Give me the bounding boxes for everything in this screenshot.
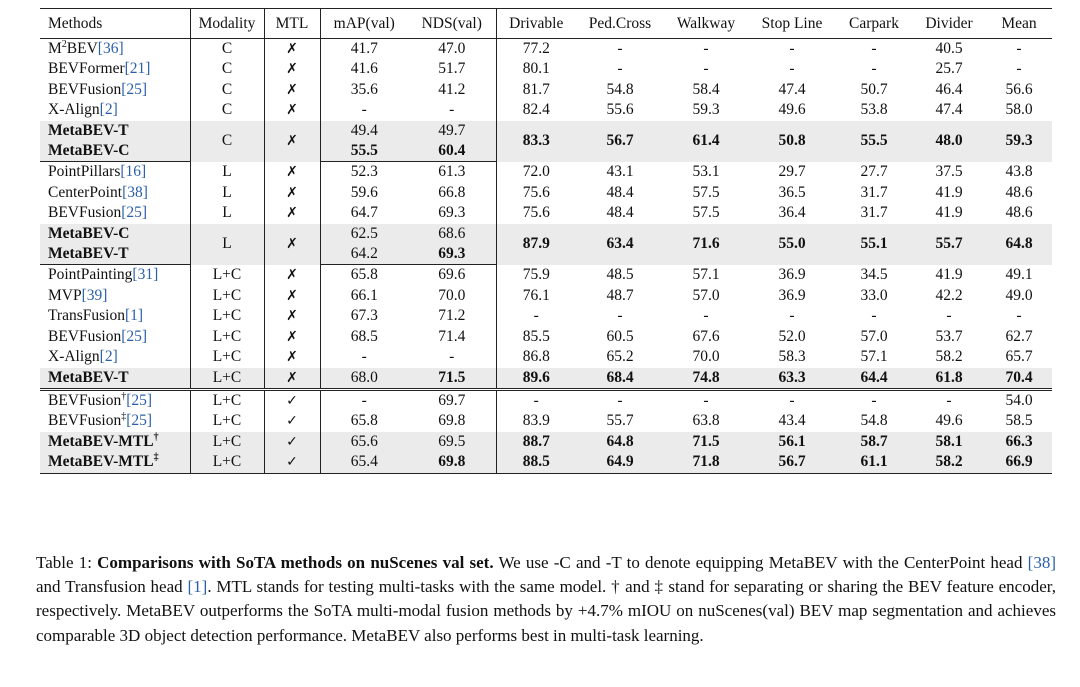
cross-icon: ✗ bbox=[264, 183, 320, 203]
divider-cell: 55.7 bbox=[912, 224, 986, 265]
method-name: X-Align[2] bbox=[40, 347, 190, 367]
method-name: MetaBEV-C bbox=[40, 224, 190, 244]
nds-cell: 41.2 bbox=[408, 80, 496, 100]
table-row bbox=[40, 100, 1052, 120]
nds-cell: 71.5 bbox=[408, 368, 496, 390]
method-name: MVP[39] bbox=[40, 286, 190, 306]
table-row bbox=[40, 80, 1052, 100]
cross-icon: ✗ bbox=[264, 265, 320, 286]
walk-cell: 71.5 bbox=[664, 432, 748, 452]
drivable-cell: 85.5 bbox=[522, 327, 550, 345]
cross-icon: ✗ bbox=[264, 203, 320, 223]
method-name: MetaBEV-T bbox=[40, 244, 190, 265]
method-name: X-Align[2] bbox=[40, 100, 190, 120]
ped-cell: 64.8 bbox=[576, 432, 664, 452]
divider-cell: 46.4 bbox=[935, 80, 963, 98]
map-cell: 65.8 bbox=[350, 412, 378, 430]
divider-cell: - bbox=[946, 307, 952, 325]
stop-cell: - bbox=[789, 307, 795, 325]
map-cell: 41.7 bbox=[350, 40, 378, 57]
stop-cell: 49.6 bbox=[778, 101, 806, 119]
table-row bbox=[40, 432, 1052, 452]
caption-body: We use -C and -T to denote equipping MetaBEV with the CenterPoint head [38] and Transfusion head [1]. MTL stands for testing multi-tasks with the same model. † and ‡ stand for separating or sharing the BEV feature encoder, respectively. MetaBEV outperforms the SoTA multi-modal fusion methods by +4.7% mIOU on nuScenes(val) BEV map segmentation and achieves comparable 3D object detection performance. MetaBEV also performs best in multi-task learning. bbox=[36, 553, 1056, 645]
modality-cell: L+C bbox=[190, 286, 264, 306]
ped-cell: 43.1 bbox=[606, 163, 634, 181]
ped-cell: 48.5 bbox=[606, 266, 634, 284]
drivable-cell: 89.6 bbox=[496, 368, 576, 390]
method-name: MetaBEV-MTL† bbox=[40, 432, 190, 452]
walk-cell: 57.5 bbox=[692, 183, 720, 201]
modality-cell: L+C bbox=[190, 452, 264, 473]
park-cell: - bbox=[871, 391, 877, 409]
ped-cell: 56.7 bbox=[576, 121, 664, 162]
method-name: BEVFusion[25] bbox=[40, 203, 190, 223]
ped-cell: 55.7 bbox=[606, 412, 634, 430]
modality-cell: L+C bbox=[190, 432, 264, 452]
method-name: BEVFusion[25] bbox=[40, 80, 190, 100]
map-cell: 41.6 bbox=[350, 60, 378, 78]
table-row bbox=[40, 224, 1052, 244]
park-cell: 50.7 bbox=[860, 80, 888, 98]
divider-cell: 61.8 bbox=[912, 368, 986, 390]
park-cell: 27.7 bbox=[860, 163, 888, 181]
park-cell: - bbox=[871, 307, 877, 325]
cross-icon: ✗ bbox=[264, 368, 320, 390]
table-row bbox=[40, 121, 1052, 141]
drivable-cell: 75.6 bbox=[522, 204, 550, 222]
stop-cell: 36.4 bbox=[778, 204, 806, 222]
stop-cell: - bbox=[789, 60, 795, 78]
citation-link[interactable]: [1] bbox=[124, 307, 144, 325]
citation-link[interactable]: [31] bbox=[132, 266, 159, 284]
map-cell: 64.7 bbox=[350, 204, 378, 222]
park-cell: 57.0 bbox=[860, 327, 888, 345]
map-cell: 65.4 bbox=[320, 452, 408, 473]
nds-cell: 70.0 bbox=[408, 286, 496, 306]
park-cell: 53.8 bbox=[860, 101, 888, 119]
table-row bbox=[40, 183, 1052, 203]
drivable-cell: 76.1 bbox=[522, 286, 550, 304]
ped-cell: - bbox=[617, 40, 623, 57]
mean-cell: 56.6 bbox=[1005, 80, 1033, 98]
column-header: Divider bbox=[925, 15, 973, 32]
stop-cell: 63.3 bbox=[748, 368, 836, 390]
check-icon: ✓ bbox=[264, 452, 320, 473]
map-cell: 52.3 bbox=[350, 163, 378, 181]
nds-cell: 47.0 bbox=[408, 39, 496, 60]
divider-cell: - bbox=[946, 391, 952, 409]
drivable-cell: - bbox=[533, 391, 539, 409]
divider-cell: 40.5 bbox=[935, 40, 963, 57]
stop-cell: - bbox=[789, 391, 795, 409]
walk-cell: - bbox=[703, 307, 709, 325]
park-cell: 55.1 bbox=[836, 224, 912, 265]
citation-link[interactable]: [25] bbox=[126, 412, 153, 430]
column-header: Modality bbox=[190, 9, 264, 39]
stop-cell: 36.5 bbox=[778, 183, 806, 201]
ped-cell: - bbox=[617, 60, 623, 78]
park-cell: 61.1 bbox=[836, 452, 912, 473]
map-cell: 67.3 bbox=[350, 307, 378, 325]
citation-link[interactable]: [25] bbox=[121, 327, 148, 345]
mean-cell: - bbox=[1016, 307, 1022, 325]
ped-cell: 65.2 bbox=[606, 348, 634, 366]
modality-cell: L bbox=[190, 162, 264, 183]
check-icon: ✓ bbox=[264, 389, 320, 411]
nds-cell: 60.4 bbox=[408, 141, 496, 162]
mean-cell: 48.6 bbox=[1005, 204, 1033, 222]
table-body bbox=[40, 39, 1052, 474]
column-header: Stop Line bbox=[761, 15, 823, 32]
modality-cell: C bbox=[190, 59, 264, 79]
mean-cell: 66.3 bbox=[986, 432, 1052, 452]
ped-cell: 55.6 bbox=[606, 101, 634, 119]
nds-cell: 71.4 bbox=[408, 327, 496, 347]
drivable-cell: 80.1 bbox=[522, 60, 550, 78]
park-cell: - bbox=[871, 40, 877, 57]
park-cell: 58.7 bbox=[836, 432, 912, 452]
mean-cell: 65.7 bbox=[1005, 348, 1033, 366]
map-cell: 64.2 bbox=[320, 244, 408, 265]
walk-cell: 63.8 bbox=[692, 412, 720, 430]
walk-cell: 74.8 bbox=[664, 368, 748, 390]
mean-cell: 58.0 bbox=[1005, 101, 1033, 119]
modality-cell: L+C bbox=[190, 368, 264, 390]
method-name: BEVFusion[25] bbox=[40, 327, 190, 347]
table-row bbox=[40, 286, 1052, 306]
nds-cell: - bbox=[408, 100, 496, 120]
park-cell: 33.0 bbox=[860, 286, 888, 304]
mean-cell: 66.9 bbox=[986, 452, 1052, 473]
stop-cell: 47.4 bbox=[778, 80, 806, 98]
divider-cell: 48.0 bbox=[912, 121, 986, 162]
table-row bbox=[40, 59, 1052, 79]
method-name: $M^2BEV[36]$ bbox=[40, 39, 190, 60]
table-row bbox=[40, 389, 1052, 411]
table-header bbox=[40, 9, 1052, 39]
ped-cell: 48.4 bbox=[606, 183, 634, 201]
column-header: Mean bbox=[1001, 15, 1037, 32]
citation-link[interactable]: [2] bbox=[99, 101, 118, 119]
walk-cell: 57.1 bbox=[692, 266, 720, 284]
nds-cell: - bbox=[408, 347, 496, 367]
drivable-cell: 88.7 bbox=[496, 432, 576, 452]
stop-cell: 36.9 bbox=[778, 266, 806, 284]
column-header: Ped.Cross bbox=[588, 15, 652, 32]
column-header: Walkway bbox=[676, 15, 736, 32]
mean-cell: 49.0 bbox=[1005, 286, 1033, 304]
drivable-cell: 77.2 bbox=[522, 40, 550, 57]
column-header: NDS(val) bbox=[408, 9, 496, 39]
nds-cell: 68.6 bbox=[408, 224, 496, 244]
citation-link[interactable]: [16] bbox=[120, 163, 147, 181]
citation-link[interactable]: [36] bbox=[97, 40, 124, 57]
modality-cell: L+C bbox=[190, 389, 264, 411]
ped-cell: 60.5 bbox=[606, 327, 634, 345]
cross-icon: ✗ bbox=[264, 306, 320, 326]
modality-cell: L+C bbox=[190, 411, 264, 431]
method-name: PointPainting[31] bbox=[40, 265, 190, 286]
citation-link[interactable]: [38] bbox=[122, 183, 148, 201]
walk-cell: 58.4 bbox=[692, 80, 720, 98]
drivable-cell: 83.3 bbox=[496, 121, 576, 162]
walk-cell: 70.0 bbox=[692, 348, 720, 366]
modality-cell: C bbox=[190, 100, 264, 120]
mean-cell: 58.5 bbox=[1005, 412, 1033, 430]
walk-cell: - bbox=[703, 40, 709, 57]
mean-cell: 54.0 bbox=[1005, 391, 1033, 409]
nds-cell: 49.7 bbox=[408, 121, 496, 141]
nds-cell: 66.8 bbox=[408, 183, 496, 203]
table-caption bbox=[36, 551, 1056, 648]
method-name: MetaBEV-T bbox=[40, 368, 190, 390]
nds-cell: 51.7 bbox=[408, 59, 496, 79]
modality-cell: C bbox=[190, 121, 264, 162]
method-name: TransFusion[1] bbox=[40, 306, 190, 326]
table-row bbox=[40, 411, 1052, 431]
table-row bbox=[40, 347, 1052, 367]
column-header: Carpark bbox=[849, 15, 899, 32]
nds-cell: 69.3 bbox=[408, 203, 496, 223]
caption-lead: Comparisons with SoTA methods on nuScenes val set. bbox=[97, 553, 494, 572]
method-name: PointPillars[16] bbox=[40, 162, 190, 183]
mean-cell: 49.1 bbox=[1005, 266, 1033, 284]
divider-cell: 53.7 bbox=[935, 327, 963, 345]
drivable-cell: 87.9 bbox=[496, 224, 576, 265]
ped-cell: - bbox=[617, 307, 623, 325]
table-row bbox=[40, 452, 1052, 473]
column-header: Methods bbox=[40, 9, 190, 39]
stop-cell: 58.3 bbox=[778, 348, 806, 366]
citation-link[interactable]: [1] bbox=[187, 577, 208, 597]
ped-cell: 54.8 bbox=[606, 80, 634, 98]
mean-cell: 43.8 bbox=[1005, 163, 1033, 181]
mean-cell: 64.8 bbox=[986, 224, 1052, 265]
divider-cell: 58.1 bbox=[912, 432, 986, 452]
map-cell: 68.5 bbox=[350, 327, 378, 345]
method-name: MetaBEV-C bbox=[40, 141, 190, 162]
map-cell: 65.8 bbox=[350, 266, 378, 284]
table-row bbox=[40, 368, 1052, 390]
walk-cell: 61.4 bbox=[664, 121, 748, 162]
cross-icon: ✗ bbox=[264, 224, 320, 265]
divider-cell: 25.7 bbox=[935, 60, 963, 78]
stop-cell: 43.4 bbox=[778, 412, 806, 430]
mean-cell: - bbox=[1016, 60, 1022, 78]
map-cell: 49.4 bbox=[320, 121, 408, 141]
stop-cell: - bbox=[789, 40, 795, 57]
map-cell: - bbox=[361, 101, 367, 119]
caption-label: Table 1: bbox=[36, 553, 98, 572]
table-row bbox=[40, 265, 1052, 286]
cross-icon: ✗ bbox=[264, 80, 320, 100]
method-name: BEVFusion†[25] bbox=[40, 389, 190, 411]
header-row bbox=[40, 9, 1052, 39]
map-cell: 59.6 bbox=[350, 183, 378, 201]
cross-icon: ✗ bbox=[264, 100, 320, 120]
divider-cell: 41.9 bbox=[935, 266, 963, 284]
nds-cell: 69.3 bbox=[408, 244, 496, 265]
park-cell: 57.1 bbox=[860, 348, 888, 366]
stop-cell: 50.8 bbox=[748, 121, 836, 162]
park-cell: - bbox=[871, 60, 877, 78]
modality-cell: L+C bbox=[190, 306, 264, 326]
walk-cell: 71.6 bbox=[664, 224, 748, 265]
drivable-cell: 88.5 bbox=[496, 452, 576, 473]
cross-icon: ✗ bbox=[264, 39, 320, 60]
cross-icon: ✗ bbox=[264, 162, 320, 183]
drivable-cell: 83.9 bbox=[522, 412, 550, 430]
ped-cell: 48.7 bbox=[606, 286, 634, 304]
modality-cell: L+C bbox=[190, 347, 264, 367]
stop-cell: 52.0 bbox=[778, 327, 806, 345]
citation-link[interactable]: [38] bbox=[1027, 553, 1056, 572]
drivable-cell: 75.9 bbox=[522, 266, 550, 284]
citation-link[interactable]: [21] bbox=[124, 60, 151, 78]
modality-cell: L+C bbox=[190, 265, 264, 286]
modality-cell: L bbox=[190, 224, 264, 265]
cross-icon: ✗ bbox=[264, 286, 320, 306]
park-cell: 55.5 bbox=[836, 121, 912, 162]
nds-cell: 69.8 bbox=[408, 411, 496, 431]
citation-link[interactable]: [39] bbox=[81, 286, 108, 304]
divider-cell: 58.2 bbox=[935, 348, 963, 366]
divider-cell: 37.5 bbox=[935, 163, 963, 181]
table-row bbox=[40, 306, 1052, 326]
map-cell: - bbox=[361, 348, 367, 366]
method-name: MetaBEV-MTL‡ bbox=[40, 452, 190, 473]
mean-cell: 48.6 bbox=[1005, 183, 1033, 201]
method-name: MetaBEV-T bbox=[40, 121, 190, 141]
cross-icon: ✗ bbox=[264, 59, 320, 79]
stop-cell: 56.1 bbox=[748, 432, 836, 452]
map-cell: 35.6 bbox=[350, 80, 378, 98]
park-cell: 31.7 bbox=[860, 204, 888, 222]
stop-cell: 29.7 bbox=[778, 163, 806, 181]
drivable-cell: 72.0 bbox=[522, 163, 550, 181]
mean-cell: 70.4 bbox=[986, 368, 1052, 390]
drivable-cell: 75.6 bbox=[522, 183, 550, 201]
table-row bbox=[40, 327, 1052, 347]
walk-cell: - bbox=[703, 60, 709, 78]
method-name: BEVFusion‡[25] bbox=[40, 411, 190, 431]
divider-cell: 41.9 bbox=[935, 204, 963, 222]
column-header: mAP(val) bbox=[333, 15, 395, 32]
ped-cell: 48.4 bbox=[606, 204, 634, 222]
park-cell: 31.7 bbox=[860, 183, 888, 201]
column-header: MTL bbox=[264, 9, 320, 39]
divider-cell: 49.6 bbox=[935, 412, 963, 430]
citation-link[interactable]: [2] bbox=[99, 348, 118, 366]
drivable-cell: - bbox=[533, 307, 539, 325]
walk-cell: 59.3 bbox=[692, 101, 720, 119]
cross-icon: ✗ bbox=[264, 121, 320, 162]
walk-cell: 53.1 bbox=[692, 163, 720, 181]
method-name: BEVFormer[21] bbox=[40, 59, 190, 79]
modality-cell: C bbox=[190, 39, 264, 60]
map-cell: - bbox=[361, 391, 367, 409]
walk-cell: - bbox=[703, 391, 709, 409]
divider-cell: 58.2 bbox=[912, 452, 986, 473]
check-icon: ✓ bbox=[264, 432, 320, 452]
method-name: CenterPoint[38] bbox=[40, 183, 190, 203]
cross-icon: ✗ bbox=[264, 347, 320, 367]
stop-cell: 55.0 bbox=[748, 224, 836, 265]
modality-cell: L bbox=[190, 203, 264, 223]
column-header: Drivable bbox=[509, 15, 564, 32]
ped-cell: 68.4 bbox=[576, 368, 664, 390]
walk-cell: 57.5 bbox=[692, 204, 720, 222]
ped-cell: 64.9 bbox=[576, 452, 664, 473]
map-cell: 55.5 bbox=[320, 141, 408, 162]
nds-cell: 61.3 bbox=[408, 162, 496, 183]
table-row bbox=[40, 203, 1052, 223]
modality-cell: C bbox=[190, 80, 264, 100]
stop-cell: 36.9 bbox=[778, 286, 806, 304]
mean-cell: 59.3 bbox=[986, 121, 1052, 162]
walk-cell: 67.6 bbox=[692, 327, 720, 345]
ped-cell: - bbox=[617, 391, 623, 409]
citation-link[interactable]: [25] bbox=[121, 204, 148, 222]
nds-cell: 69.5 bbox=[408, 432, 496, 452]
walk-cell: 57.0 bbox=[692, 286, 720, 304]
park-cell: 64.4 bbox=[836, 368, 912, 390]
divider-cell: 47.4 bbox=[935, 101, 963, 119]
mean-cell: - bbox=[1016, 40, 1022, 57]
table-row bbox=[40, 39, 1052, 60]
drivable-cell: 82.4 bbox=[522, 101, 550, 119]
map-cell: 65.6 bbox=[320, 432, 408, 452]
table-row bbox=[40, 162, 1052, 183]
park-cell: 54.8 bbox=[860, 412, 888, 430]
divider-cell: 41.9 bbox=[935, 183, 963, 201]
nds-cell: 71.2 bbox=[408, 306, 496, 326]
map-cell: 62.5 bbox=[320, 224, 408, 244]
drivable-cell: 86.8 bbox=[522, 348, 550, 366]
map-cell: 68.0 bbox=[320, 368, 408, 390]
modality-cell: L bbox=[190, 183, 264, 203]
cross-icon: ✗ bbox=[264, 327, 320, 347]
citation-link[interactable]: [25] bbox=[126, 391, 153, 409]
check-icon: ✓ bbox=[264, 411, 320, 431]
divider-cell: 42.2 bbox=[935, 286, 963, 304]
nds-cell: 69.6 bbox=[408, 265, 496, 286]
mean-cell: 62.7 bbox=[1005, 327, 1033, 345]
park-cell: 34.5 bbox=[860, 266, 888, 284]
drivable-cell: 81.7 bbox=[522, 80, 550, 98]
stop-cell: 56.7 bbox=[748, 452, 836, 473]
walk-cell: 71.8 bbox=[664, 452, 748, 473]
citation-link[interactable]: [25] bbox=[121, 80, 148, 98]
ped-cell: 63.4 bbox=[576, 224, 664, 265]
map-cell: 66.1 bbox=[350, 286, 378, 304]
modality-cell: L+C bbox=[190, 327, 264, 347]
nds-cell: 69.8 bbox=[408, 452, 496, 473]
nds-cell: 69.7 bbox=[408, 389, 496, 411]
results-table bbox=[40, 8, 1052, 474]
